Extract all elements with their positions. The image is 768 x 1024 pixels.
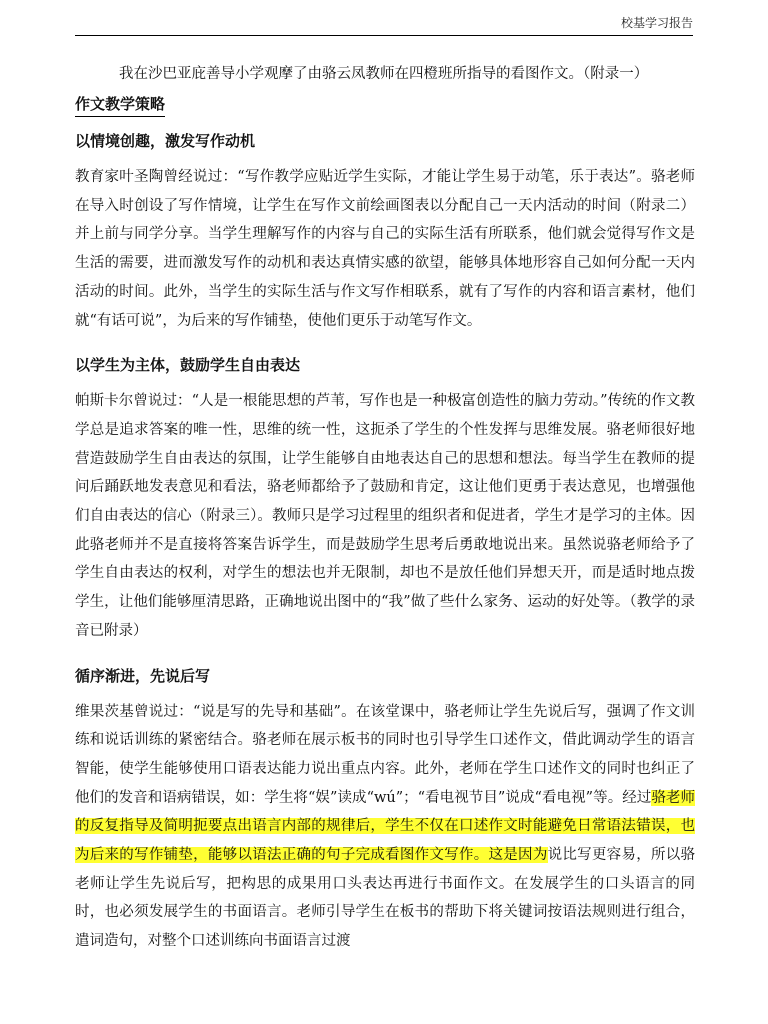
section-paragraph-2: 帕斯卡尔曾说过：“人是一根能思想的芦苇，写作也是一种极富创造性的脑力劳动。”传统的作文教学总是追求答案的唯一性，思维的统一性，这扼杀了学生的个性发挥与思维发展。骆老师很好地营造鼓励学生自由表达的氛围，让学生能够自由地表达自己的思想和想法。每当学生在教师的提问后踊跃地发表意见和看法，骆老师都给予了鼓励和肯定，这让他们更勇于表达意见，也增强他们自由表达的信心（附录三）。教师只是学习过程里的组织者和促进者，学生才是学习的主体。因此骆老师并不是直接将答案告诉学生，而是鼓励学生思考后勇敢地说出来。虽然说骆老师给予了学生自由表达的权利，对学生的想法也并无限制，却也不是放任他们异想天开，而是适时地点拨学生，让他们能够厘清思路，正确地说出图中的“我”做了些什么家务、运动的好处等。（教学的录音已附录）: [75, 393, 695, 639]
section-paragraph-3: [75, 698, 695, 956]
section-title: 作文教学策略: [75, 92, 165, 117]
page-header-text: 校基学习报告: [620, 16, 693, 30]
section-paragraph-1: 教育家叶圣陶曾经说过：“写作教学应贴近学生实际，才能让学生易于动笔，乐于表达”。骆老师在导入时创设了写作情境，让学生在写作文前绘画图表以分配自己一天内活动的时间（附录二）并上前与同学分享。当学生理解写作的内容与自己的实际生活有所联系，他们就会觉得写作文是生活的需要，进而激发写作的动机和表达真情实感的欲望，能够具体地形容自己如何分配一天内活动的时间。此外，当学生的实际生活与作文写作相联系，就有了写作的内容和语言素材，他们就“有话可说”，为后来的写作铺垫，使他们更乐于动笔写作文。: [75, 169, 695, 329]
header-rule: [75, 35, 693, 36]
section-heading-2: 以学生为主体，鼓励学生自由表达: [75, 356, 301, 375]
paragraph-text-after: 说比写更容易，所以骆老师让学生先说后写，把构思的成果用口头表达再进行书面作文。在发展学生的口头语言的同时，也必须发展学生的书面语言。老师引导学生在板书的帮助下将关键词按语法规则进行组合，遣词造句，对整个口述训练向书面语言过渡: [75, 847, 696, 950]
document-body: [75, 60, 695, 956]
paragraph-text-before: 维果茨基曾说过：“说是写的先导和基础”。在该堂课中，骆老师让学生先说后写，强调了作文训练和说话训练的紧密结合。骆老师在展示板书的同时也引导学生口述作文，借此调动学生的语言智能，使学生能够使用口语表达能力说出重点内容。此外，老师在学生口述作文的同时也纠正了他们的发音和语病错误，如：学生将“娱”读成“wú”；“看电视节目”说成“看电视”等。经过: [75, 703, 695, 806]
section-heading-3: 循序渐进，先说后写: [75, 666, 211, 685]
intro-paragraph: 我在沙巴亚庇善导小学观摩了由骆云凤教师在四橙班所指导的看图作文。（附录一）: [119, 66, 649, 82]
section-heading-1: 以情境创趣，激发写作动机: [75, 132, 256, 150]
highlighted-text: 骆老师的反复指导及简明扼要点出语言内部的规律后，学生不仅在口述作文时能避免日常语法错误，也为后来的写作铺垫，能够以语法正确的句子完成看图作文写作。这是因为: [75, 789, 695, 864]
